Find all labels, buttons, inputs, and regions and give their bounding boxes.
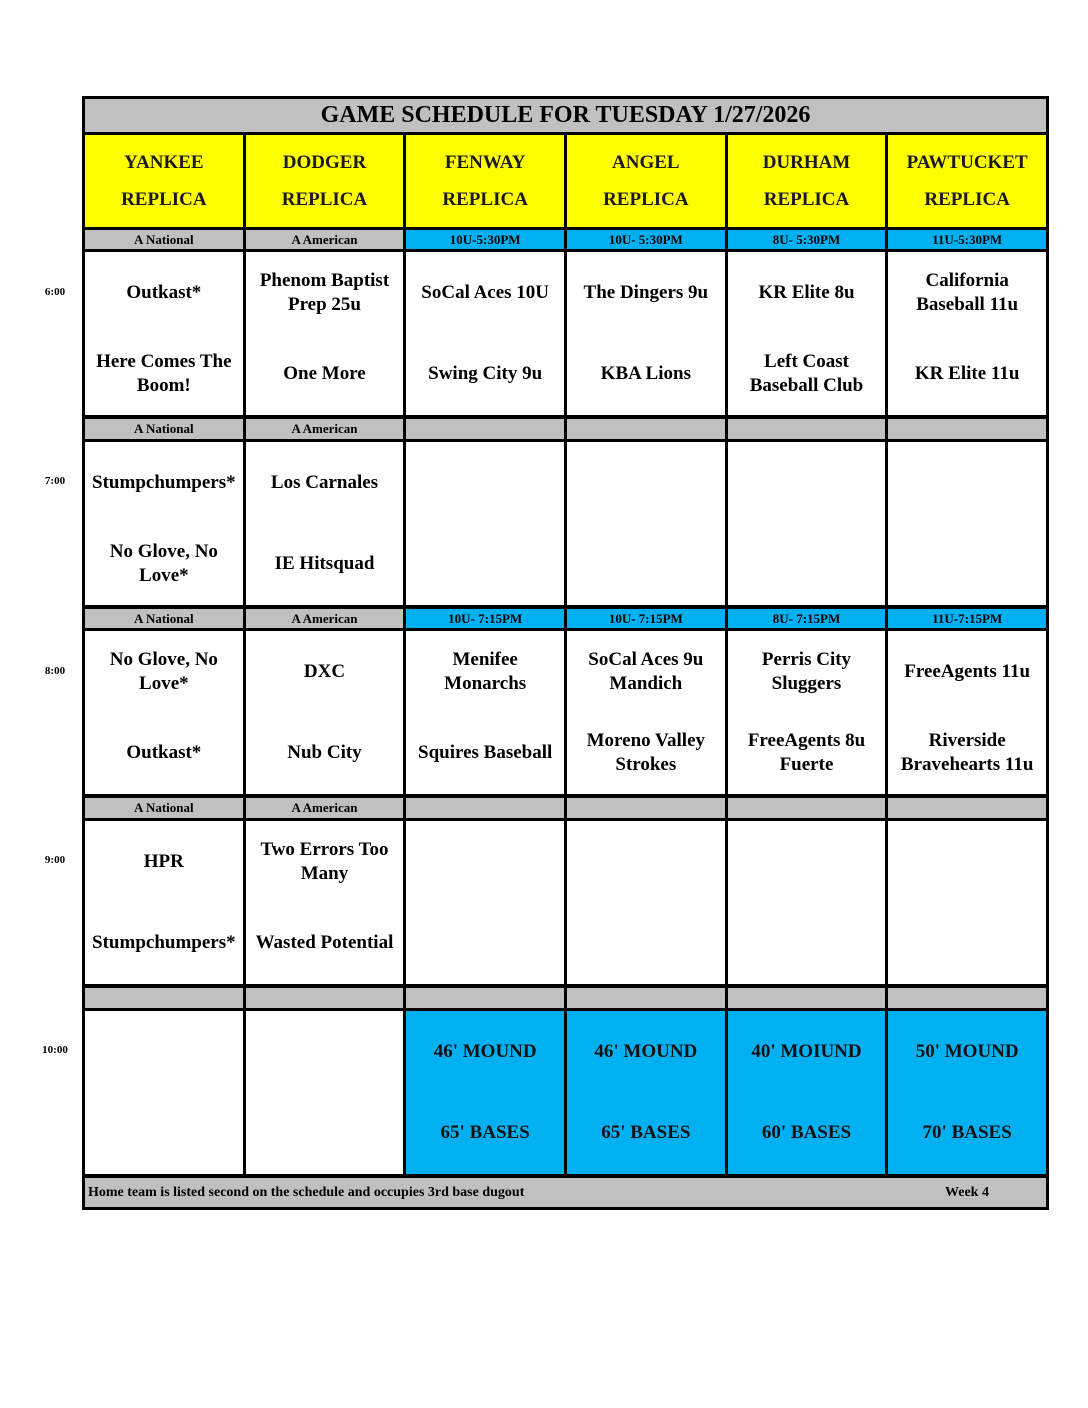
game-cell: Stumpchumpers* No Glove, No Love*: [85, 442, 243, 605]
week-label: Week 4: [945, 1185, 989, 1200]
division-label: 8U- 7:15PM: [728, 609, 886, 628]
division-label: A National: [85, 609, 243, 628]
division-label: A American: [246, 609, 404, 628]
game-cell: No Glove, No Love* Outkast*: [85, 631, 243, 794]
home-team-note: Home team is listed second on the schedule and occupies 3rd base dugout: [88, 1185, 525, 1200]
game-cell: [728, 442, 886, 605]
division-label: A American: [246, 798, 404, 818]
field-header-fenway: FENWAY REPLICA: [406, 135, 564, 227]
division-strip: [85, 609, 1046, 628]
game-cell: SoCal Aces 10U Swing City 9u: [406, 252, 564, 415]
time-label: 9:00: [44, 854, 66, 866]
game-cell: DXC Nub City: [246, 631, 404, 794]
division-strip: [85, 419, 1046, 439]
game-cell: Menifee Monarchs Squires Baseball: [406, 631, 564, 794]
division-label: A National: [85, 798, 243, 818]
division-label: [728, 798, 886, 818]
game-cell: [888, 821, 1046, 984]
field-dimensions-cell: 50' MOUND 70' BASES: [888, 1011, 1046, 1174]
division-label: [888, 988, 1046, 1008]
game-cell: SoCal Aces 9u Mandich Moreno Valley Strokes: [567, 631, 725, 794]
game-cell: [888, 442, 1046, 605]
game-cell: Los Carnales IE Hitsquad: [246, 442, 404, 605]
division-strip: [85, 230, 1046, 249]
game-row: [85, 631, 1046, 794]
game-row: [85, 442, 1046, 605]
game-row: [85, 821, 1046, 984]
game-row: [85, 252, 1046, 415]
field-dimensions-cell: 46' MOUND 65' BASES: [406, 1011, 564, 1174]
empty-cell: [246, 1011, 404, 1174]
game-cell: Phenom Baptist Prep 25u One More: [246, 252, 404, 415]
division-label: [567, 798, 725, 818]
division-label: [567, 988, 725, 1008]
division-label: 11U-7:15PM: [888, 609, 1046, 628]
division-label: 10U- 7:15PM: [567, 609, 725, 628]
division-strip: [85, 988, 1046, 1008]
field-header-row: [85, 135, 1046, 227]
schedule-footer: [85, 1178, 1046, 1207]
field-header-durham: DURHAM REPLICA: [728, 135, 886, 227]
game-cell: Perris City Sluggers FreeAgents 8u Fuerte: [728, 631, 886, 794]
field-header-pawtucket: PAWTUCKET REPLICA: [888, 135, 1046, 227]
division-label: [728, 988, 886, 1008]
game-cell: [406, 442, 564, 605]
game-cell: Two Errors Too Many Wasted Potential: [246, 821, 404, 984]
division-label: [406, 988, 564, 1008]
field-dimensions-row: [85, 1011, 1046, 1174]
field-header-angel: ANGEL REPLICA: [567, 135, 725, 227]
field-header-yankee: YANKEE REPLICA: [85, 135, 243, 227]
game-cell: KR Elite 8u Left Coast Baseball Club: [728, 252, 886, 415]
division-label: A National: [85, 419, 243, 439]
division-label: [85, 988, 243, 1008]
division-label: 10U- 7:15PM: [406, 609, 564, 628]
division-label: [246, 988, 404, 1008]
field-header-dodger: DODGER REPLICA: [246, 135, 404, 227]
game-cell: FreeAgents 11u Riverside Bravehearts 11u: [888, 631, 1046, 794]
game-cell: [728, 821, 886, 984]
division-strip: [85, 798, 1046, 818]
division-label: [406, 798, 564, 818]
time-label: 6:00: [44, 286, 66, 298]
time-label: 7:00: [44, 475, 66, 487]
game-cell: The Dingers 9u KBA Lions: [567, 252, 725, 415]
empty-cell: [85, 1011, 243, 1174]
game-cell: [567, 821, 725, 984]
field-dimensions-cell: 40' MOIUND 60' BASES: [728, 1011, 886, 1174]
division-label: [567, 419, 725, 439]
game-cell: Outkast* Here Comes The Boom!: [85, 252, 243, 415]
division-label: A American: [246, 419, 404, 439]
game-cell: California Baseball 11u KR Elite 11u: [888, 252, 1046, 415]
division-label: 10U- 5:30PM: [567, 230, 725, 249]
schedule-title: GAME SCHEDULE FOR TUESDAY 1/27/2026: [85, 99, 1046, 132]
game-cell: HPR Stumpchumpers*: [85, 821, 243, 984]
division-label: A American: [246, 230, 404, 249]
game-cell: [406, 821, 564, 984]
division-label: 10U-5:30PM: [406, 230, 564, 249]
game-cell: [567, 442, 725, 605]
time-label: 10:00: [42, 1044, 68, 1056]
schedule-table: [82, 96, 1049, 1210]
division-label: A National: [85, 230, 243, 249]
division-label: [728, 419, 886, 439]
division-label: 11U-5:30PM: [888, 230, 1046, 249]
division-label: 8U- 5:30PM: [728, 230, 886, 249]
division-label: [888, 419, 1046, 439]
time-label: 8:00: [44, 665, 66, 677]
division-label: [406, 419, 564, 439]
field-dimensions-cell: 46' MOUND 65' BASES: [567, 1011, 725, 1174]
division-label: [888, 798, 1046, 818]
